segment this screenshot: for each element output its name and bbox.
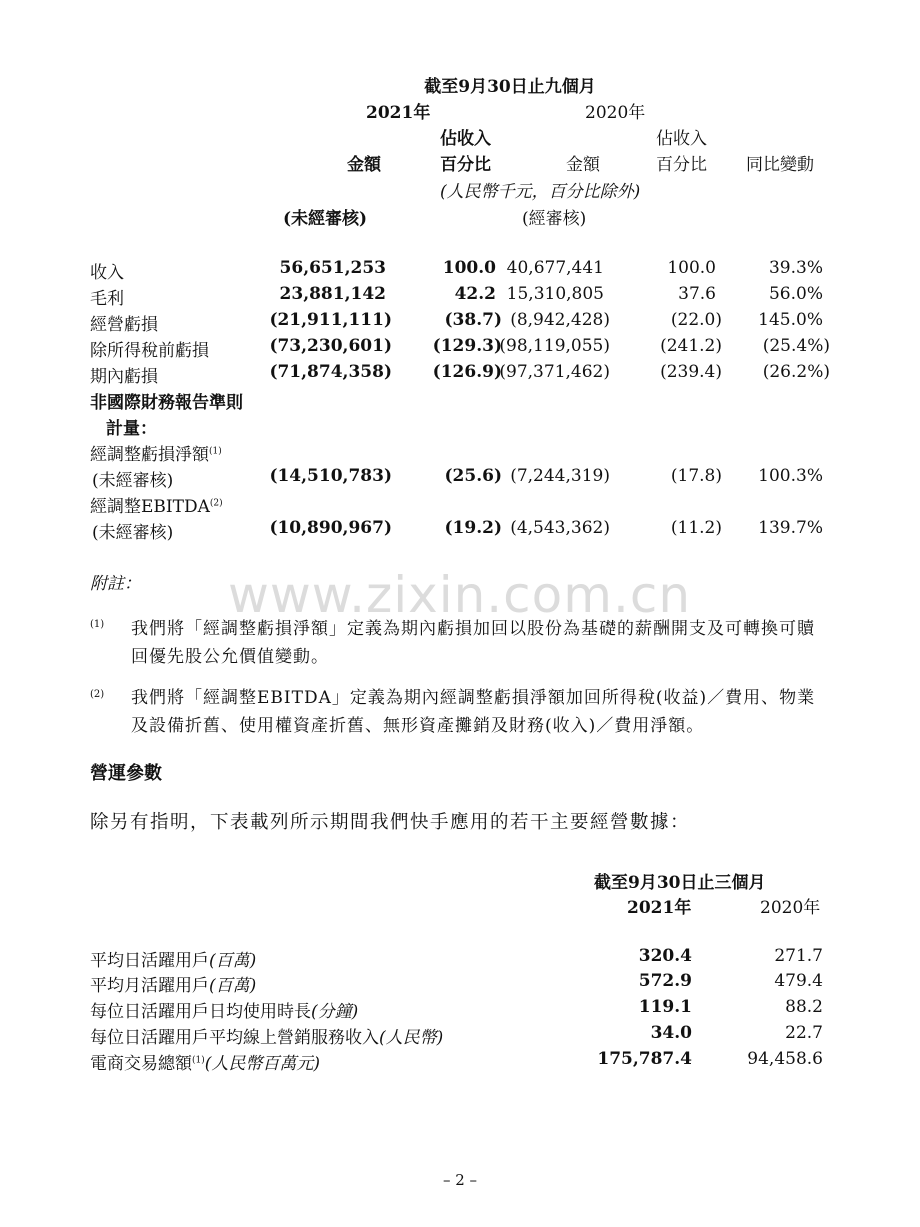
pct-2020: (22.0) bbox=[670, 310, 722, 330]
pct-2020: (241.2) bbox=[660, 336, 722, 356]
table1-year-prior: 2020年 bbox=[585, 103, 646, 123]
amount-2020: 40,677,441 bbox=[506, 258, 604, 278]
value-2020: 94,458.6 bbox=[747, 1049, 823, 1069]
row-label: 平均月活躍用戶(百萬) bbox=[90, 976, 257, 996]
row-label: 經營虧損 bbox=[90, 315, 158, 335]
amount-2021: (71,874,358) bbox=[269, 362, 392, 382]
amount-2020: (97,371,462) bbox=[499, 362, 610, 382]
row-unit: (人民幣百萬元) bbox=[204, 1054, 321, 1074]
pct-2021: (129.3) bbox=[432, 336, 502, 356]
value-2020: 88.2 bbox=[785, 997, 823, 1017]
row-label: 經調整EBITDA$^{(2)}$ bbox=[90, 497, 223, 517]
pct-current-line2: 百分比 bbox=[440, 155, 491, 175]
pct-2020: 37.6 bbox=[678, 284, 716, 304]
row-unit: (百萬) bbox=[209, 951, 257, 971]
row-label: 毛利 bbox=[90, 289, 124, 309]
yoy-change-header: 同比變動 bbox=[746, 155, 814, 175]
table2-year-current: 2021年 bbox=[627, 898, 692, 918]
pct-current-line1: 佔收入 bbox=[440, 129, 491, 149]
note-mark: (2) bbox=[90, 689, 105, 700]
non-ifrs-header: 非國際財務報告準則 bbox=[90, 393, 243, 413]
footnote-ref: (1) bbox=[192, 1055, 205, 1066]
section-intro: 除另有指明，下表載列所示期間我們快手應用的若干主要經營數據： bbox=[90, 812, 691, 833]
note-mark: (1) bbox=[90, 619, 105, 630]
amount-2020: (8,942,428) bbox=[510, 310, 610, 330]
row-sublabel: (未經審核) bbox=[92, 523, 174, 543]
amount-2021: (14,510,783) bbox=[269, 466, 392, 486]
table2-year-prior: 2020年 bbox=[760, 898, 821, 918]
yoy-value: 139.7% bbox=[758, 518, 823, 538]
amount-2020: (4,543,362) bbox=[510, 518, 610, 538]
row-label: 期內虧損 bbox=[90, 367, 158, 387]
row-label: 電商交易總額$^{(1)}$(人民幣百萬元) bbox=[90, 1054, 321, 1074]
pct-2020: (239.4) bbox=[660, 362, 722, 382]
pct-2021: (25.6) bbox=[444, 466, 502, 486]
amount-2020: 15,310,805 bbox=[506, 284, 604, 304]
value-2021: 119.1 bbox=[638, 997, 692, 1017]
page-number: – 2 – bbox=[442, 1171, 478, 1189]
row-unit: (百萬) bbox=[209, 976, 257, 996]
amount-current-header: 金額 bbox=[347, 155, 381, 175]
unaudited-label: (未經審核) bbox=[283, 209, 368, 229]
yoy-value: 100.3% bbox=[758, 466, 823, 486]
row-unit: (分鐘) bbox=[311, 1002, 359, 1022]
unit-note: (人民幣千元，百分比除外) bbox=[440, 182, 641, 202]
row-label: 收入 bbox=[90, 263, 124, 283]
notes-heading: 附註： bbox=[90, 574, 141, 594]
section-title: 營運參數 bbox=[90, 763, 162, 784]
watermark: www.zixin.com.cn bbox=[228, 566, 692, 624]
pct-2020: (11.2) bbox=[670, 518, 722, 538]
pct-2021: (38.7) bbox=[444, 310, 502, 330]
footnote-ref: (1) bbox=[209, 446, 222, 457]
value-2021: 175,787.4 bbox=[597, 1049, 692, 1069]
pct-2020: (17.8) bbox=[670, 466, 722, 486]
note-text: 我們將「經調整EBITDA」定義為期內經調整虧損淨額加回所得稅(收益)／費用、物業及設備折舊、使用權資產折舊、無形資產攤銷及財務(收入)／費用淨額。 bbox=[131, 688, 816, 736]
row-sublabel: (未經審核) bbox=[92, 471, 174, 491]
amount-2021: 23,881,142 bbox=[279, 284, 386, 304]
pct-2021: (126.9) bbox=[432, 362, 502, 382]
yoy-value: (26.2%) bbox=[762, 362, 830, 382]
row-label: 每位日活躍用戶日均使用時長(分鐘) bbox=[90, 1002, 359, 1022]
yoy-value: 39.3% bbox=[768, 258, 823, 278]
value-2020: 22.7 bbox=[785, 1023, 823, 1043]
table1-period-header: 截至9月30日止九個月 bbox=[424, 77, 596, 97]
pct-2020: 100.0 bbox=[667, 258, 716, 278]
row-label: 每位日活躍用戶平均線上營銷服務收入(人民幣) bbox=[90, 1028, 444, 1048]
amount-2021: 56,651,253 bbox=[279, 258, 386, 278]
audited-label: (經審核) bbox=[522, 209, 587, 229]
pct-2021: (19.2) bbox=[444, 518, 502, 538]
row-label: 經調整虧損淨額$^{(1)}$ bbox=[90, 445, 222, 465]
table2-period-header: 截至9月30日止三個月 bbox=[594, 873, 766, 893]
pct-2021: 100.0 bbox=[442, 258, 496, 278]
row-unit: (人民幣) bbox=[379, 1028, 444, 1048]
table1-year-current: 2021年 bbox=[366, 103, 431, 123]
row-label: 平均日活躍用戶(百萬) bbox=[90, 951, 257, 971]
pct-prior-line2: 百分比 bbox=[656, 155, 707, 175]
value-2020: 271.7 bbox=[774, 946, 823, 966]
amount-2021: (10,890,967) bbox=[269, 518, 392, 538]
amount-prior-header: 金額 bbox=[566, 155, 600, 175]
amount-2021: (73,230,601) bbox=[269, 336, 392, 356]
value-2021: 34.0 bbox=[650, 1023, 692, 1043]
value-2021: 320.4 bbox=[638, 946, 692, 966]
footnote-ref: (2) bbox=[209, 498, 223, 509]
pct-2021: 42.2 bbox=[454, 284, 496, 304]
non-ifrs-header-cont: 計量： bbox=[106, 419, 157, 439]
row-label: 除所得稅前虧損 bbox=[90, 341, 209, 361]
yoy-value: (25.4%) bbox=[762, 336, 830, 356]
yoy-value: 56.0% bbox=[768, 284, 823, 304]
pct-prior-line1: 佔收入 bbox=[656, 129, 707, 149]
yoy-value: 145.0% bbox=[758, 310, 823, 330]
value-2020: 479.4 bbox=[774, 971, 823, 991]
amount-2021: (21,911,111) bbox=[269, 310, 392, 330]
amount-2020: (7,244,319) bbox=[510, 466, 610, 486]
value-2021: 572.9 bbox=[638, 971, 692, 991]
note-text: 我們將「經調整虧損淨額」定義為期內虧損加回以股份為基礎的薪酬開支及可轉換可贖回優先股公允價值變動。 bbox=[131, 619, 815, 667]
amount-2020: (98,119,055) bbox=[499, 336, 610, 356]
